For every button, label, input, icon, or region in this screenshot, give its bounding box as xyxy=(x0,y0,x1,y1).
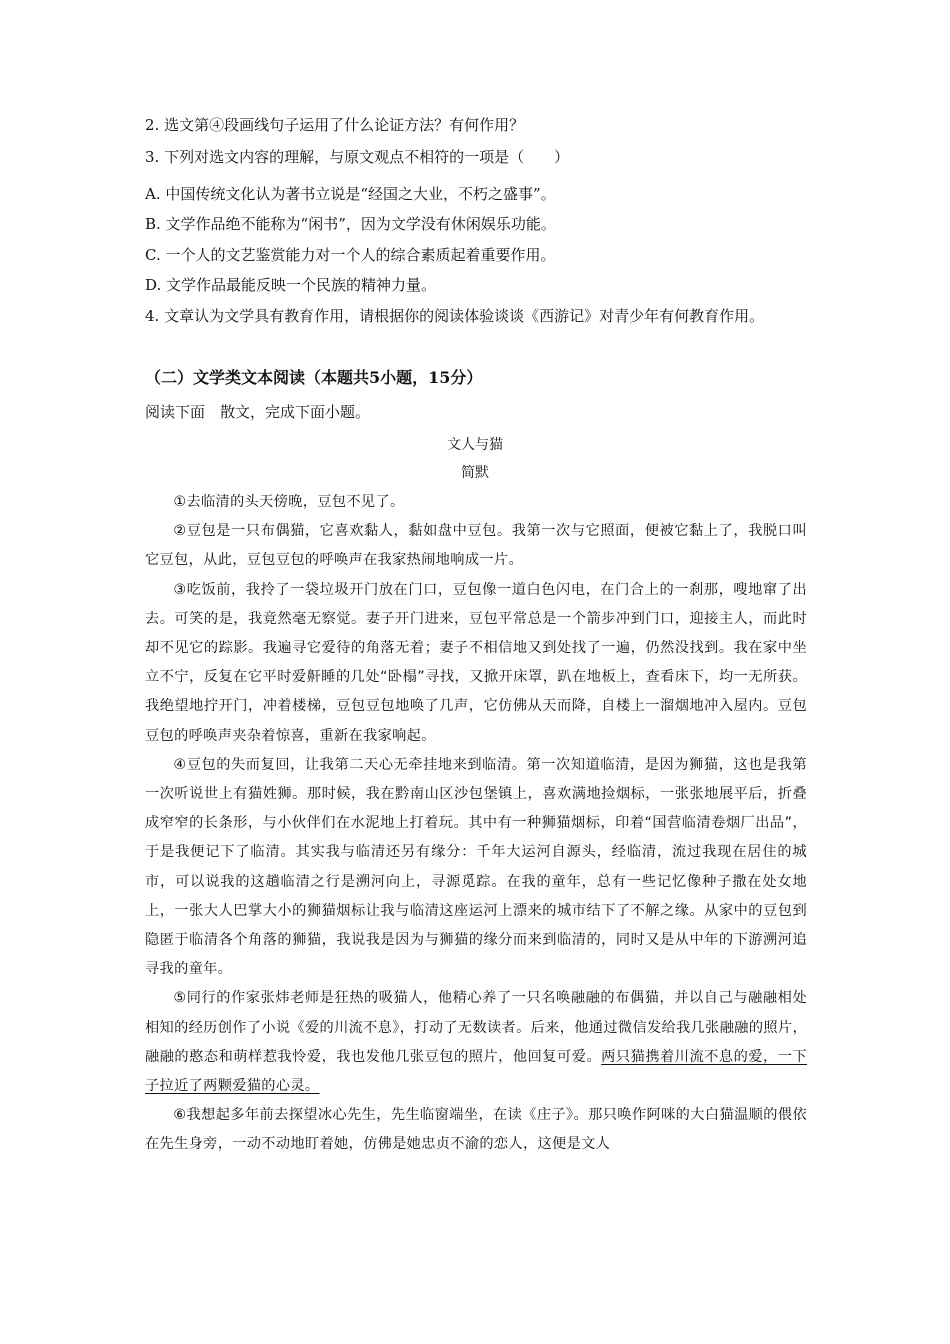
essay-title: 文人与猫 xyxy=(447,437,503,453)
paragraph-5 xyxy=(145,984,807,1101)
question-3: 3. 下列对选文内容的理解，与原文观点不相符的一项是（ ） xyxy=(145,148,570,166)
option-d: D. 文学作品最能反映一个民族的精神力量。 xyxy=(145,276,437,294)
section-intro: 阅读下面 散文，完成下面小题。 xyxy=(145,403,371,421)
option-a: A. 中国传统文化认为著书立说是“经国之大业，不朽之盛事”。 xyxy=(145,185,556,203)
section-heading: （二）文学类文本阅读（本题共5小题，15分） xyxy=(145,368,483,387)
question-2: 2. 选文第④段画线句子运用了什么论证方法？有何作用？ xyxy=(145,116,525,134)
question-4: 4. 文章认为文学具有教育作用，请根据你的阅读体验谈谈《西游记》对青少年有何教育作用。 xyxy=(145,307,765,325)
essay-author: 简默 xyxy=(461,465,489,481)
paragraph-2: ②豆包是一只布偶猫，它喜欢黏人，黏如盘中豆包。我第一次与它照面，便被它黏上了，我脱口叫它豆包，从此，豆包豆包的呼唤声在我家热闹地响成一片。 xyxy=(145,523,807,569)
paragraph-6: ⑥我想起多年前去探望冰心先生，先生临窗端坐，在读《庄子》。那只唤作阿咪的大白猫温顺的偎依在先生身旁，一动不动地盯着她，仿佛是她忠贞不渝的恋人，这便是文人 xyxy=(145,1107,807,1153)
option-b: B. 文学作品绝不能称为“闲书”，因为文学没有休闲娱乐功能。 xyxy=(145,215,556,233)
paragraph-3: ③吃饭前，我拎了一袋垃圾开门放在门口，豆包像一道白色闪电，在门合上的一刹那，嗖地窜了出去。可笑的是，我竟然毫无察觉。妻子开门进来，豆包平常总是一个箭步冲到门口，迎接主人，而此时却不见它的踪影。我遍寻它爱待的角落无着；妻子不相信地又到处找了一遍，仍然没找到。我在家中坐立不宁，反复在它平时爱鼾睡的几处“卧榻”寻找，又掀开床罩，趴在地板上，查看床下，均一无所获。我绝望地拧开门，冲着楼梯，豆包豆包地唤了几声，它仿佛从天而降，自楼上一溜烟地冲入屋内。豆包豆包的呼唤声夹杂着惊喜，重新在我家响起。 xyxy=(145,581,807,744)
paragraph-5-text: ⑤同行的作家张炜老师是狂热的吸猫人，他精心养了一只名唤融融的布偶猫，并以自己与融融相处相知的经历创作了小说《爱的川流不息》，打动了无数读者。后来，他通过微信发给我几张融融的照片，融融的憨态和萌样惹我怜爱，我也发他几张豆包的照片，他回复可爱。 xyxy=(145,990,807,1065)
essay-body xyxy=(145,488,807,1160)
paragraph-4: ④豆包的失而复回，让我第二天心无牵挂地来到临清。第一次知道临清，是因为狮猫，这也是我第一次听说世上有猫姓狮。那时候，我在黔南山区沙包堡镇上，喜欢满地捡烟标，一张张地展平后，折叠成窄窄的长条形，与小伙伴们在水泥地上打着玩。其中有一种狮猫烟标，印着“国营临清卷烟厂出品”，于是我便记下了临清。其实我与临清还另有缘分：千年大运河自源头，经临清，流过我现在居住的城市，可以说我的这趟临清之行是溯河向上，寻源觅踪。在我的童年，总有一些记忆像种子撒在处女地上，一张大人巴掌大小的狮猫烟标让我与临清这座运河上漂来的城市结下了不解之缘。从家中的豆包到隐匿于临清各个角落的狮猫，我说我是因为与狮猫的缘分而来到临清的，同时又是从中年的下游溯河追寻我的童年。 xyxy=(145,756,807,978)
option-c: C. 一个人的文艺鉴赏能力对一个人的综合素质起着重要作用。 xyxy=(145,246,556,264)
underlined-sentence: 两只猫携着川流不息的爱，一下子拉近了两颗爱猫的心灵。 xyxy=(145,1048,808,1095)
paragraph-1: ①去临清的头天傍晚，豆包不见了。 xyxy=(173,494,405,510)
